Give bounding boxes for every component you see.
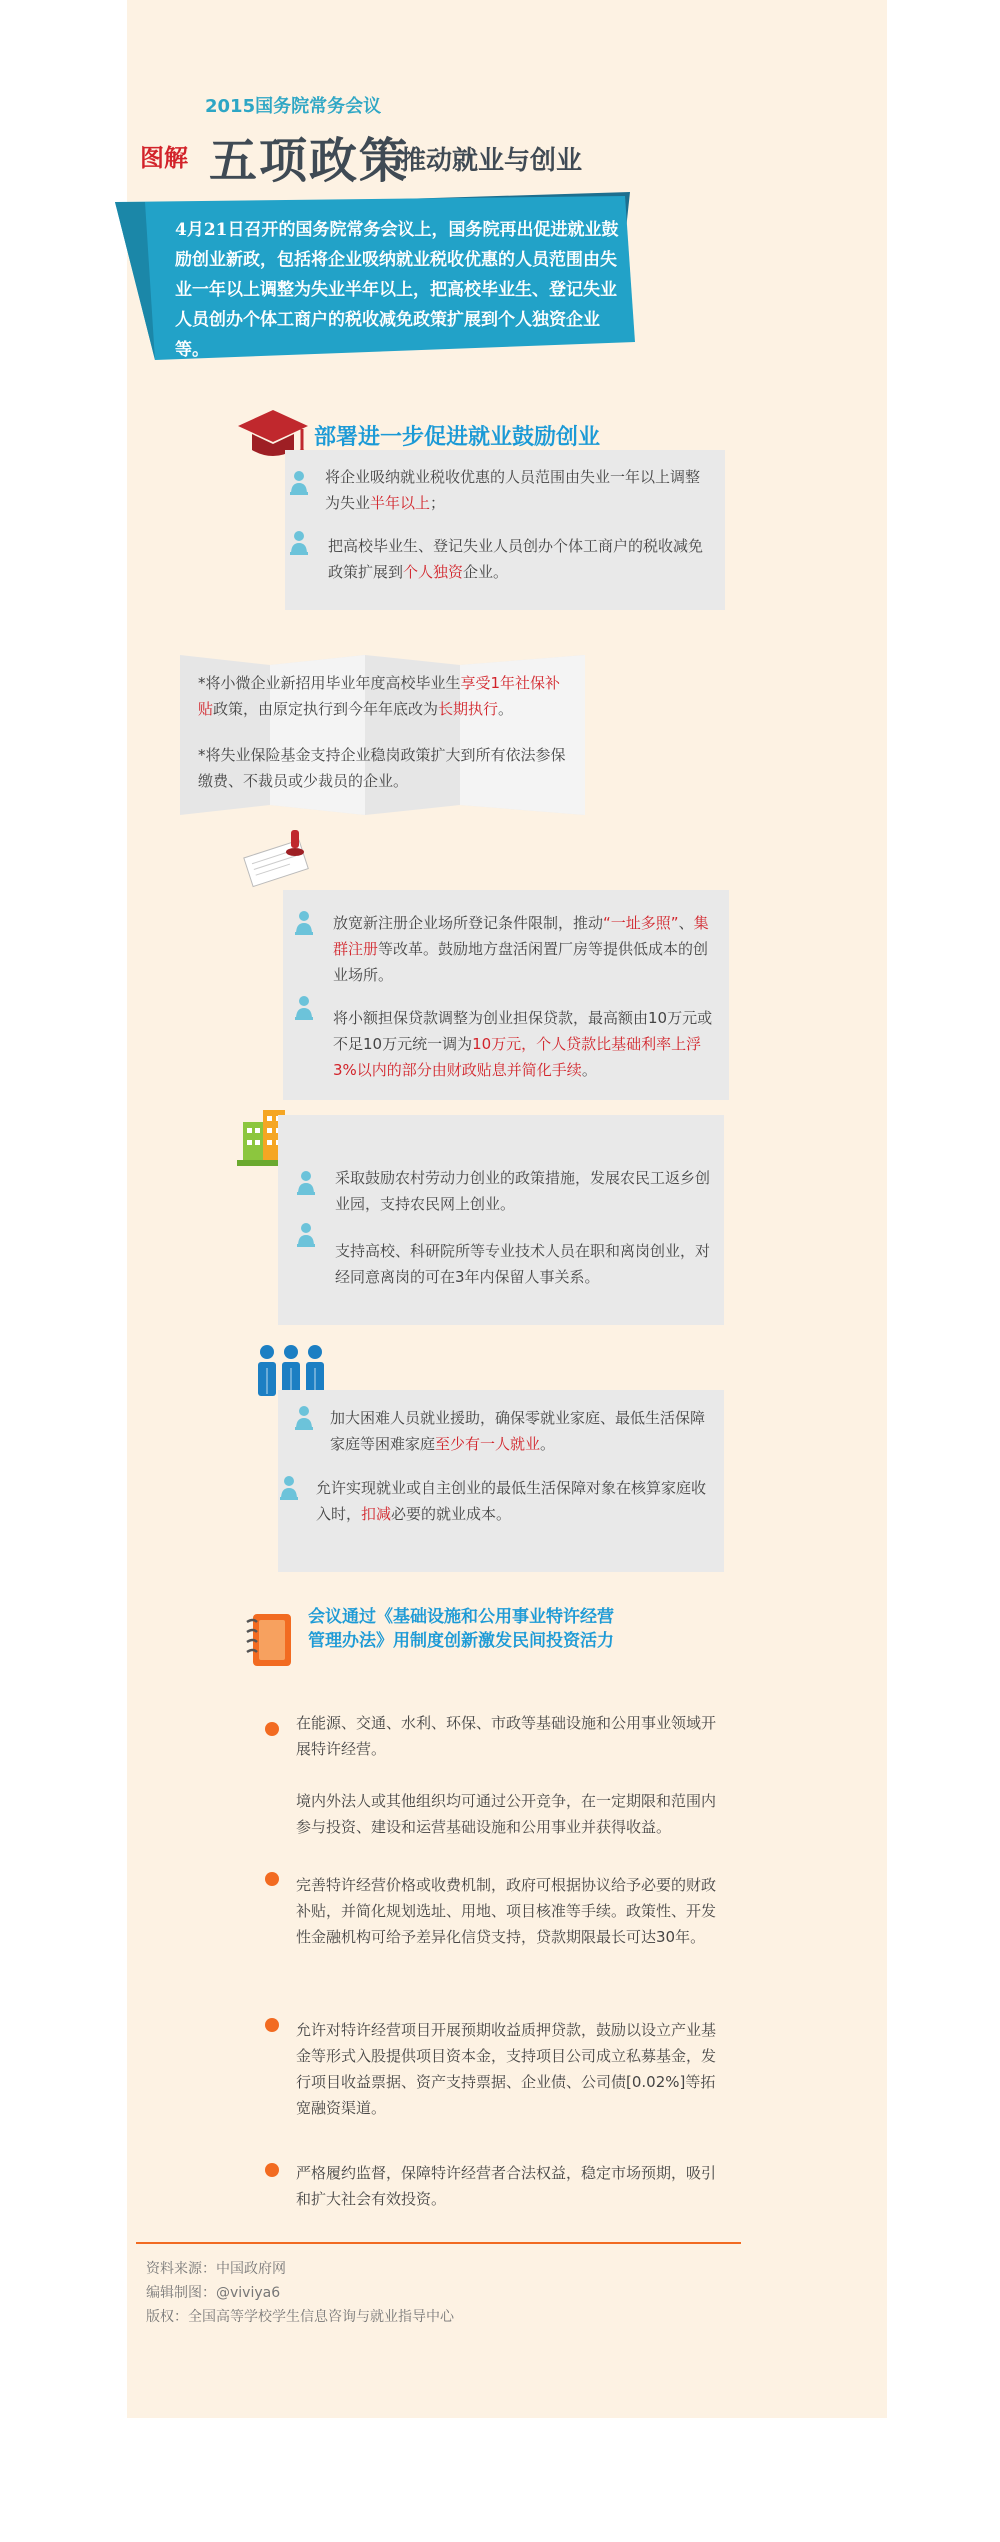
section5-item-2: 允许实现就业或自主创业的最低生活保障对象在核算家庭收入时，扣减必要的就业成本。 — [316, 1479, 707, 1523]
document-stamp-icon — [237, 828, 317, 888]
section6-title: 会议通过《基础设施和公用事业特许经营管理办法》用制度创新激发民间投资活力 — [308, 1607, 614, 1651]
section5-item-1: 加大困难人员就业援助，确保零就业家庭、最低生活保障家庭等困难家庭至少有一人就业。 — [330, 1409, 706, 1453]
person-icon — [295, 910, 313, 936]
section4-box — [278, 1115, 724, 1325]
bullet-dot — [265, 1872, 279, 1886]
footer-copyright: 版权：全国高等学校学生信息咨询与就业指导中心 — [146, 2309, 454, 2325]
bullet-dot — [265, 2018, 279, 2032]
section4-item-1: 采取鼓励农村劳动力创业的政策措施，发展农民工返乡创业园，支持农民网上创业。 — [335, 1169, 711, 1213]
person-icon — [295, 995, 313, 1021]
section6-bullet-3: 允许对特许经营项目开展预期收益质押贷款，鼓励以设立产业基金等形式入股提供项目资本金，支持项目公司成立私募基金，发行项目收益票据、资产支持票据、企业债、公司债[0.02%]等拓宽融资渠道。 — [296, 2021, 717, 2117]
banner-text: 4月21日召开的国务院常务会议上，国务院再出促进就业鼓励创业新政，包括将企业吸纳就业税收优惠的人员范围由失业一年以上调整为失业半年以上，把高校毕业生、登记失业人员创办个体工商户的税收减免政策扩展到个人独资企业等。 — [175, 220, 619, 360]
footer-source: 资料来源：中国政府网 — [146, 2261, 286, 2277]
person-icon — [290, 530, 308, 556]
section6-bullet-4: 严格履约监督，保障特许经营者合法权益，稳定市场预期，吸引和扩大社会有效投资。 — [296, 2164, 717, 2208]
section4-item-2: 支持高校、科研院所等专业技术人员在职和离岗创业，对经同意离岗的可在3年内保留人事关系。 — [335, 1242, 711, 1286]
section6-bullet-1b: 境内外法人或其他组织均可通过公开竞争，在一定期限和范围内参与投资、建设和运营基础设施和公用事业并获得收益。 — [296, 1792, 717, 1836]
section1-item-1: 将企业吸纳就业税收优惠的人员范围由失业一年以上调整为失业半年以上； — [325, 468, 701, 512]
section3-item-2: 将小额担保贷款调整为创业担保贷款，最高额由10万元或不足10万元统一调为10万元，个人贷款比基础利率上浮3%以内的部分由财政贴息并简化手续。 — [333, 1009, 713, 1079]
person-icon — [295, 1405, 313, 1431]
header-tag: 图解 — [140, 144, 188, 172]
footer-divider — [136, 2242, 741, 2244]
person-icon — [280, 1475, 298, 1501]
bullet-dot — [265, 2163, 279, 2177]
notebook-icon — [245, 1610, 295, 1670]
person-icon — [297, 1170, 315, 1196]
bullet-dot — [265, 1722, 279, 1736]
section1-title: 部署进一步促进就业鼓励创业 — [314, 425, 601, 450]
section6-bullet-2: 完善特许经营价格或收费机制，政府可根据协议给予必要的财政补贴，并简化规划选址、用地、项目核准等手续。政策性、开发性金融机构可给予差异化信贷支持，贷款期限最长可达30年。 — [296, 1876, 717, 1946]
section3-item-1: 放宽新注册企业场所登记条件限制，推动“一址多照”、集群注册等改革。鼓励地方盘活闲置厂房等提供低成本的创业场所。 — [333, 914, 709, 984]
paper-text-1: *将小微企业新招用毕业年度高校毕业生享受1年社保补贴政策，由原定执行到今年年底改为长期执行。 — [198, 674, 561, 718]
person-icon — [290, 470, 308, 496]
footer-editor: 编辑制图：@viviya6 — [146, 2285, 281, 2301]
section1-item-2: 把高校毕业生、登记失业人员创办个体工商户的税收减免政策扩展到个人独资企业。 — [328, 537, 704, 581]
person-icon — [297, 1222, 315, 1248]
paper-text-2: *将失业保险基金支持企业稳岗政策扩大到所有依法参保缴费、不裁员或少裁员的企业。 — [198, 746, 566, 790]
header-title-rest: 推动就业与创业 — [400, 146, 583, 176]
section6-bullet-1a: 在能源、交通、水利、环保、市政等基础设施和公用事业领域开展特许经营。 — [296, 1714, 717, 1758]
header-title-main: 五项政策 — [209, 133, 410, 189]
header-subtitle: 2015国务院常务会议 — [205, 96, 382, 117]
